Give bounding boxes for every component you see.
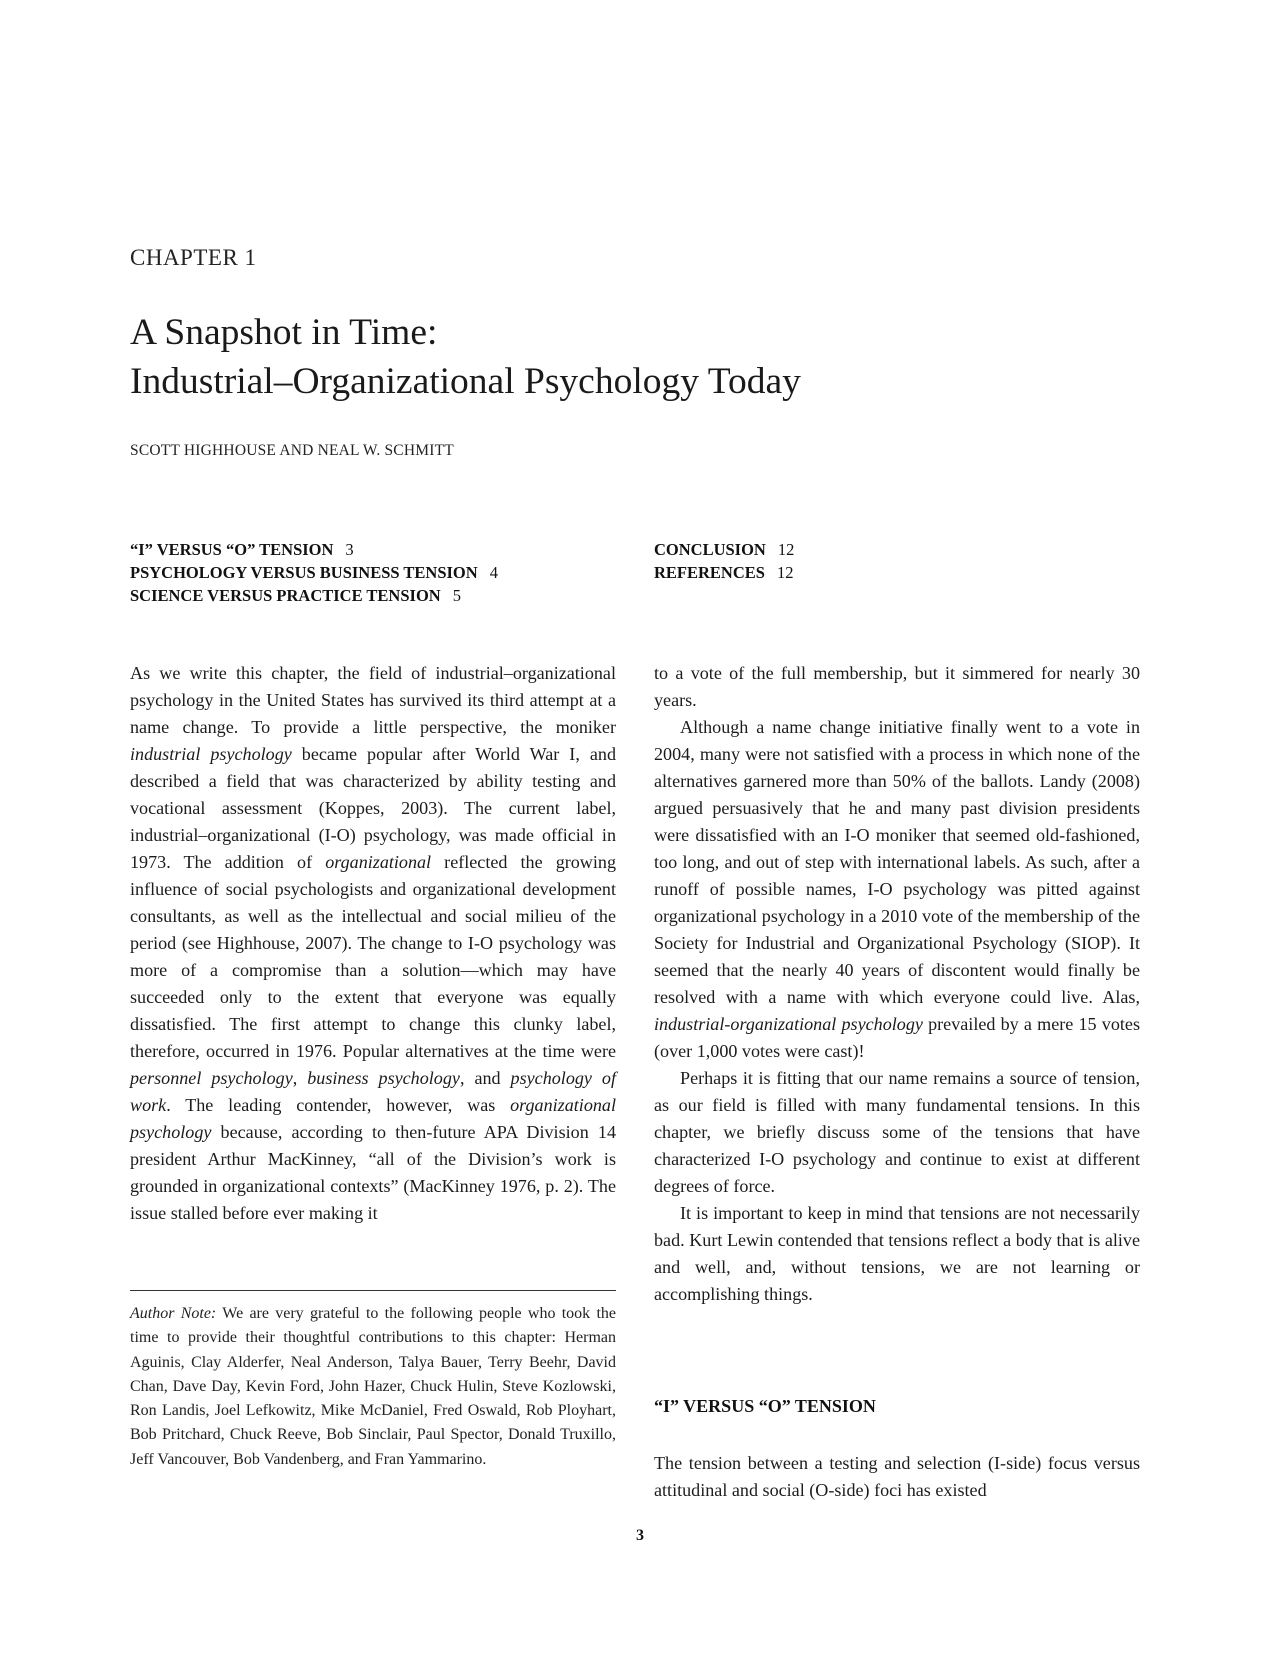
body-column-right [654, 660, 1140, 1308]
section-heading: “I” VERSUS “O” TENSION [654, 1396, 876, 1416]
chapter-contents-right [654, 538, 794, 584]
body-paragraph: As we write this chapter, the field of industrial–organizational psychology in the United States has survived its third attempt at a name change. To provide a little perspective, the moniker industrial psychology became popular after World War I, and described a field that was characterized by ability testing and vocational assessment (Koppes, 2003). The current label, industrial–organizational (I-O) psychology, was made official in 1973. The addition of organizational reflected the growing influence of social psychologists and organizational development consultants, as well as the intellectual and social milieu of the period (see Highhouse, 2007). The change to I-O psychology was more of a compromise than a solution—which may have succeeded only to the extent that everyone was equally dissatisfied. The first attempt to change this clunky label, therefore, occurred in 1976. Popular alternatives at the time were personnel psychology, business psychology, and psychology of work. The leading contender, however, was organizational psychology because, according to then-future APA Division 14 president Arthur MacKinney, “all of the Division’s work is grounded in organizational contexts” (MacKinney 1976, p. 2). The issue stalled before ever making it [130, 663, 616, 1223]
chapter-title [130, 308, 801, 406]
toc-entry[interactable] [130, 538, 498, 561]
emphasis-term: psychology of work [130, 1068, 616, 1115]
toc-entry-label: PSYCHOLOGY VERSUS BUSINESS TENSION [130, 563, 478, 582]
toc-entry[interactable] [130, 561, 498, 584]
emphasis-term: personnel psychology [130, 1068, 293, 1088]
body-paragraph: Although a name change initiative finally went to a vote in 2004, many were not satisfied with a process in which none of the alternatives garnered more than 50% of the ballots. Landy (2008) argued persuasively that he and many past division presidents were dissatisfied with an I-O moniker that seemed old-fashioned, too long, and out of step with international labels. As such, after a runoff of possible names, I-O psychology was pitted against organizational psychology in a 2010 vote of the membership of the Society for Industrial and Organizational Psychology (SIOP). It seemed that the nearly 40 years of discontent would finally be resolved with a name with which everyone could live. Alas, industrial-organizational psychology prevailed by a mere 15 votes (over 1,000 votes were cast)! [654, 717, 1141, 1061]
emphasis-term: organizational psychology [130, 1095, 616, 1142]
toc-entry-label: REFERENCES [654, 563, 765, 582]
chapter-title-line-1: A Snapshot in Time: [130, 312, 438, 353]
section-body-paragraph: The tension between a testing and selection (I-side) focus versus attitudinal and social (O-side) foci has existed [654, 1453, 1140, 1500]
toc-entry-label: SCIENCE VERSUS PRACTICE TENSION [130, 586, 441, 605]
body-paragraph: It is important to keep in mind that tensions are not necessarily bad. Kurt Lewin contended that tensions reflect a body that is alive and well, and, without tensions, we are not learning or accomplishing things. [654, 1203, 1140, 1304]
toc-entry[interactable] [654, 538, 794, 561]
toc-entry-page: 12 [776, 563, 794, 582]
body-paragraph: to a vote of the full membership, but it simmered for nearly 30 years. [654, 663, 1140, 710]
toc-entry-label: CONCLUSION [654, 540, 766, 559]
toc-entry-page: 3 [345, 540, 354, 559]
chapter-contents-left [130, 538, 498, 607]
footnote-divider [130, 1290, 616, 1291]
emphasis-term: business psychology [307, 1068, 460, 1088]
author-note-text: We are very grateful to the following people who took the time to provide their thoughtful contributions to this chapter: Herman Aguinis, Clay Alderfer, Neal Anderson, Talya Bauer, Terry Beehr, David Chan, Dave Day, Kevin Ford, John Hazer, Chuck Hulin, Steve Kozlowski, Ron Landis, Joel Lefkowitz, Mike McDaniel, Fred Oswald, Rob Ployhart, Bob Pritchard, Chuck Reeve, Bob Sinclair, Paul Spector, Donald Truxillo, Jeff Vancouver, Bob Vandenberg, and Fran Yammarino. [130, 1305, 616, 1468]
body-paragraph: Perhaps it is fitting that our name remains a source of tension, as our field is filled with many fundamental tensions. In this chapter, we briefly discuss some of the tensions that have characterized I-O psychology and continue to exist at different degrees of force. [654, 1068, 1140, 1196]
body-column-left [130, 660, 616, 1227]
toc-entry-page: 4 [489, 563, 498, 582]
emphasis-term: industrial psychology [130, 744, 292, 764]
emphasis-term: industrial-organizational psychology [654, 1014, 923, 1034]
chapter-title-line-2: Industrial–Organizational Psychology Today [130, 361, 801, 402]
author-note-label: Author Note: [130, 1305, 217, 1322]
toc-entry-page: 5 [452, 586, 461, 605]
emphasis-term: organizational [325, 852, 432, 872]
chapter-authors: SCOTT HIGHHOUSE AND NEAL W. SCHMITT [130, 442, 454, 459]
page-number: 3 [636, 1527, 644, 1544]
chapter-label: CHAPTER 1 [130, 245, 257, 270]
toc-entry-label: “I” VERSUS “O” TENSION [130, 540, 334, 559]
author-note [130, 1302, 616, 1472]
toc-entry[interactable] [654, 561, 794, 584]
toc-entry[interactable] [130, 584, 498, 607]
toc-entry-page: 12 [777, 540, 795, 559]
